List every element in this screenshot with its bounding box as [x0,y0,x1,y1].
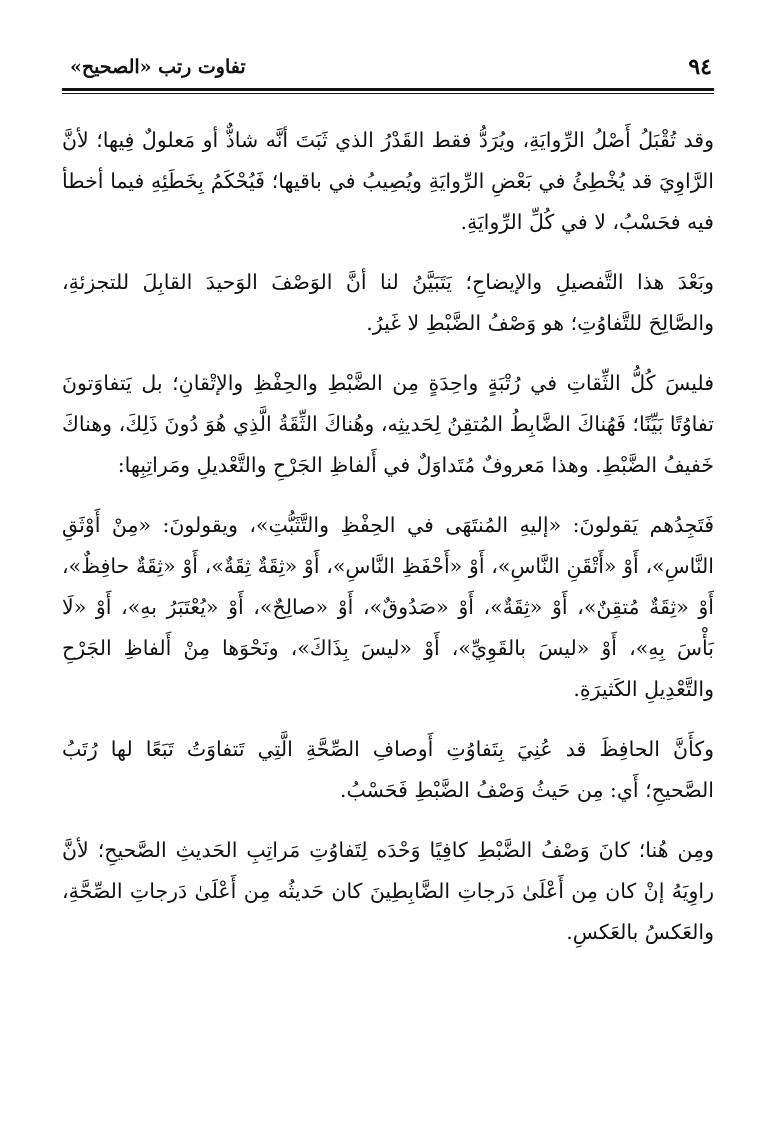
book-page [62,50,714,972]
paragraph: ومِن هُنا؛ كانَ وَصْفُ الضَّبْطِ كافِيًا وَحْدَه لِتَفاوُتِ مَراتِبِ الحَديثِ الصَّحيحِ؛ لأنَّ راوِيَهُ إنْ كان مِن أَعْلَىٰ دَرجاتِ الضَّابِطِينَ كان حَديثُه مِن أَعْلَىٰ دَرجاتِ الصِّحَّةِ، والعَكسُ بالعَكسِ. [62,838,714,944]
running-title: تفاوت رتب «الصحيح» [70,56,246,78]
paragraph: وبَعْدَ هذا التَّفصيلِ والإيضاحِ؛ يَتَبَيَّنُ لنا أنَّ الوَصْفَ الوَحيدَ القابِلَ للتجزئةِ، والصَّالِحَ للتَّفاوُتِ؛ هو وَصْفُ الضَّبْطِ لا غَيرُ. [62,270,714,335]
header-rule-thick [62,88,714,91]
paragraph: فليسَ كُلُّ الثِّقاتِ في رُتْبَةٍ واحِدَةٍ مِن الضَّبْطِ والحِفْظِ والإتْقانِ؛ بل يَتفاوَتونَ تفاوُتًا بَيِّنًا؛ فَهُناكَ الضَّابِطُ المُتقِنُ لِحَديثِه، وهُناكَ الثِّقَةُ الَّذِي هُوَ دُونَ ذَلِكَ، وهناكَ خَفيفُ الضَّبْطِ. وهذا مَعروفٌ مُتَداوَلٌ في أَلفاظِ الجَرْحِ والتَّعْديلِ ومَراتِبِها: [62,371,714,477]
paragraph: وقد تُقْبَلُ أَصْلُ الرِّوايَةِ، ويُرَدُّ فقط القَدْرُ الذي ثَبَتَ أنَّه شاذٌّ أو مَعلولٌ فِيها؛ لأنَّ الرَّاوِيَ قد يُخْطِئُ في بَعْضِ الرِّوايَةِ ويُصِيبُ في باقيها؛ فَيُحْكَمُ بِخَطَئِهِ فيما أخطأ فيه فحَسْبُ، لا في كُلِّ الرِّوايَةِ. [62,128,714,234]
paragraph: فَتَجِدُهم يَقولونَ: «إليهِ المُنتَهَى في الحِفْظِ والتَّثَبُّتِ»، ويقولونَ: «مِنْ أَوْثَقِ النَّاسِ»، أَوْ «أَتْقَنِ النَّاسِ»، أَوْ «أَحْفَظِ النَّاسِ»، أَوْ «ثِقَةٌ ثِقَةٌ»، أَوْ «ثِقَةٌ حافِظٌ»، أَوْ «ثِقَةٌ مُتقِنٌ»، أَوْ «ثِقَةٌ»، أَوْ «صَدُوقٌ»، أَوْ «صالِحٌ»، أَوْ «يُعْتَبَرُ بهِ»، أَوْ «لَا بَأْسَ بِهِ»، أَوْ «ليسَ بالقَوِيِّ»، أَوْ «ليسَ بِذَاكَ»، ونَحْوَها مِنْ أَلفاظِ الجَرْحِ والتَّعْدِيلِ الكَثيرَةِ. [62,513,714,701]
header-rule-thin [62,93,714,94]
body-text [62,120,714,953]
paragraph: وكأَنَّ الحافِظَ قد عُنِيَ بِتَفاوُتِ أَوصافِ الصِّحَّةِ الَّتِي تَتفاوَتُ تَبَعًا لها رُتَبُ الصَّحيحِ؛ أَي: مِن حَيثُ وَصْفُ الضَّبْطِ فَحَسْبُ. [62,737,714,802]
page-number: ٩٤ [688,54,712,80]
running-head [62,50,714,84]
